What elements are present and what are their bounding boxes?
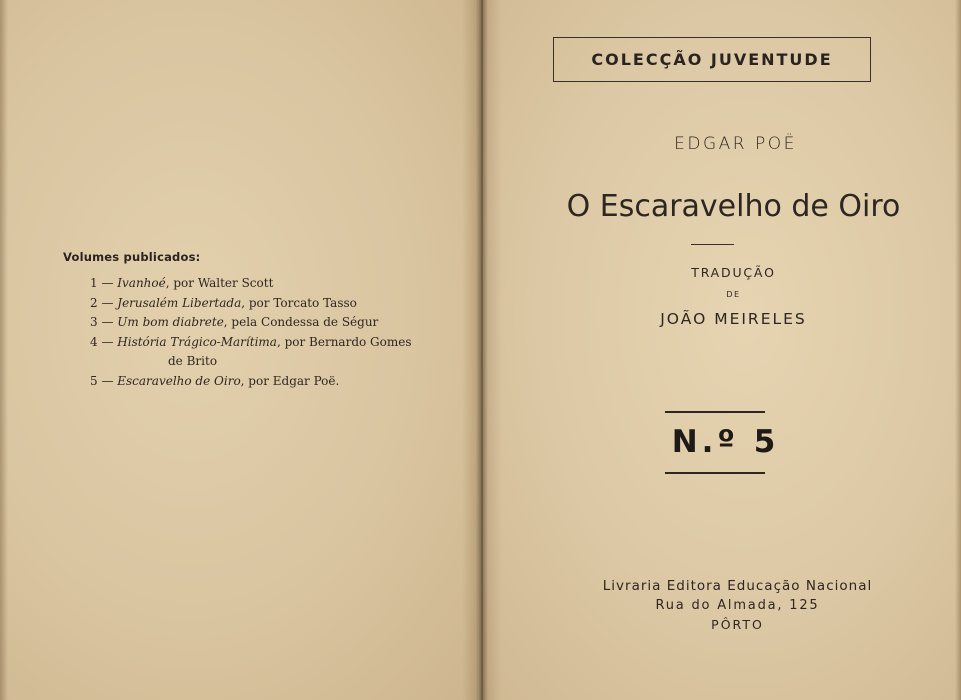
volume-number: 2 — bbox=[90, 295, 118, 310]
volume-title: Ivanhoé bbox=[117, 276, 166, 290]
publisher-name: Livraria Editora Educação Nacional bbox=[602, 578, 873, 594]
volume-author: , por Walter Scott bbox=[165, 276, 274, 290]
volume-title: Um bom diabrete bbox=[117, 315, 224, 329]
volume-title: História Trágico-Marítima bbox=[117, 334, 277, 349]
title-divider bbox=[691, 244, 734, 245]
volume-number: 1 — bbox=[90, 276, 118, 290]
volume-author-continued: de Brito bbox=[168, 354, 218, 368]
number-rule-bottom bbox=[665, 472, 765, 474]
volume-item bbox=[90, 372, 450, 392]
volume-author: , por Edgar Poë. bbox=[240, 373, 340, 388]
volume-author: , pela Condessa de Ségur bbox=[223, 315, 379, 329]
translator-name: JOÃO MEIRELES bbox=[660, 310, 807, 328]
book-title: O Escaravelho de Oiro bbox=[566, 189, 901, 224]
publisher-city: PÔRTO bbox=[711, 617, 764, 632]
volume-item bbox=[90, 294, 450, 314]
series-name: COLECÇÃO JUVENTUDE bbox=[591, 50, 833, 69]
translation-label: TRADUÇÃO bbox=[691, 265, 776, 280]
volume-title: Escaravelho de Oiro bbox=[117, 373, 241, 388]
number-rule-top bbox=[665, 411, 765, 413]
volume-number: 5 — bbox=[90, 373, 118, 388]
volume-item bbox=[90, 313, 450, 333]
volume-item bbox=[90, 333, 450, 372]
volumes-heading: Volumes publicados: bbox=[63, 250, 201, 264]
volumes-list bbox=[90, 274, 450, 391]
volume-title: Jerusalém Libertada bbox=[117, 295, 242, 310]
page-edge-shadow bbox=[955, 0, 961, 700]
de-label: DE bbox=[726, 290, 741, 299]
author-name: EDGAR POË bbox=[674, 134, 797, 154]
publisher-address: Rua do Almada, 125 bbox=[655, 598, 820, 613]
volume-author: , por Bernardo Gomes bbox=[276, 334, 412, 349]
volume-number-label: N.º 5 bbox=[671, 424, 780, 460]
volume-item bbox=[90, 274, 450, 294]
left-page bbox=[0, 0, 478, 700]
volume-author: , por Torcato Tasso bbox=[241, 295, 357, 310]
series-box bbox=[553, 37, 871, 82]
volume-number: 4 — bbox=[90, 334, 118, 349]
volume-number: 3 — bbox=[90, 315, 118, 329]
page-edge-shadow bbox=[0, 0, 8, 700]
right-page bbox=[482, 0, 961, 700]
